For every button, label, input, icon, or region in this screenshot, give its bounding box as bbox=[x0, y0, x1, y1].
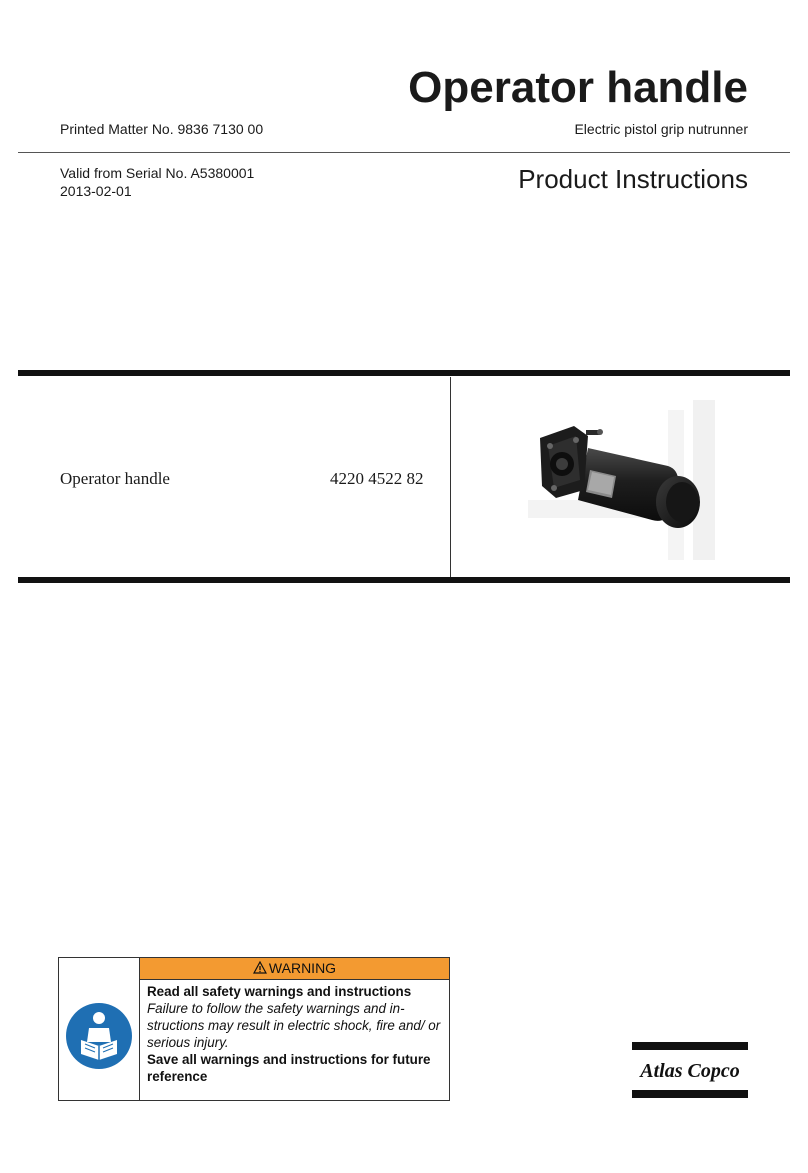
warning-body bbox=[147, 983, 447, 1085]
warning-header bbox=[140, 958, 449, 980]
operator-handle-product-image bbox=[518, 390, 738, 570]
document-type: Product Instructions bbox=[518, 164, 748, 194]
warning-triangle-icon bbox=[253, 959, 267, 980]
issue-date: 2013-02-01 bbox=[60, 183, 132, 199]
logo-text: Atlas Copco bbox=[640, 1060, 740, 1082]
product-table-bottom-rule bbox=[18, 577, 790, 583]
safety-warning-box bbox=[58, 957, 450, 1101]
warning-header-text: WARNING bbox=[268, 960, 337, 976]
product-name: Operator handle bbox=[60, 469, 170, 488]
printed-matter-number: Printed Matter No. 9836 7130 00 bbox=[60, 121, 264, 137]
product-table-divider bbox=[450, 377, 451, 578]
warning-icon-cell bbox=[59, 958, 140, 1100]
document-title: Operator handle bbox=[408, 63, 748, 112]
valid-from-serial: Valid from Serial No. A5380001 bbox=[60, 165, 255, 181]
validity-info bbox=[60, 164, 254, 200]
warning-save-instructions: Save all warnings and instructions for future reference bbox=[147, 1052, 431, 1084]
warning-failure-text: Failure to follow the safety warnings and in-structions may result in electric shock, fire and/ or serious injury. bbox=[147, 1001, 441, 1050]
atlas-copco-logo bbox=[632, 1042, 748, 1098]
product-table-top-rule bbox=[18, 370, 790, 376]
header-divider bbox=[18, 152, 790, 153]
read-manual-icon bbox=[65, 1002, 133, 1070]
document-subtitle: Electric pistol grip nutrunner bbox=[574, 121, 748, 137]
product-number: 4220 4522 82 bbox=[330, 469, 424, 488]
warning-read-instructions: Read all safety warnings and instructions bbox=[147, 984, 412, 999]
